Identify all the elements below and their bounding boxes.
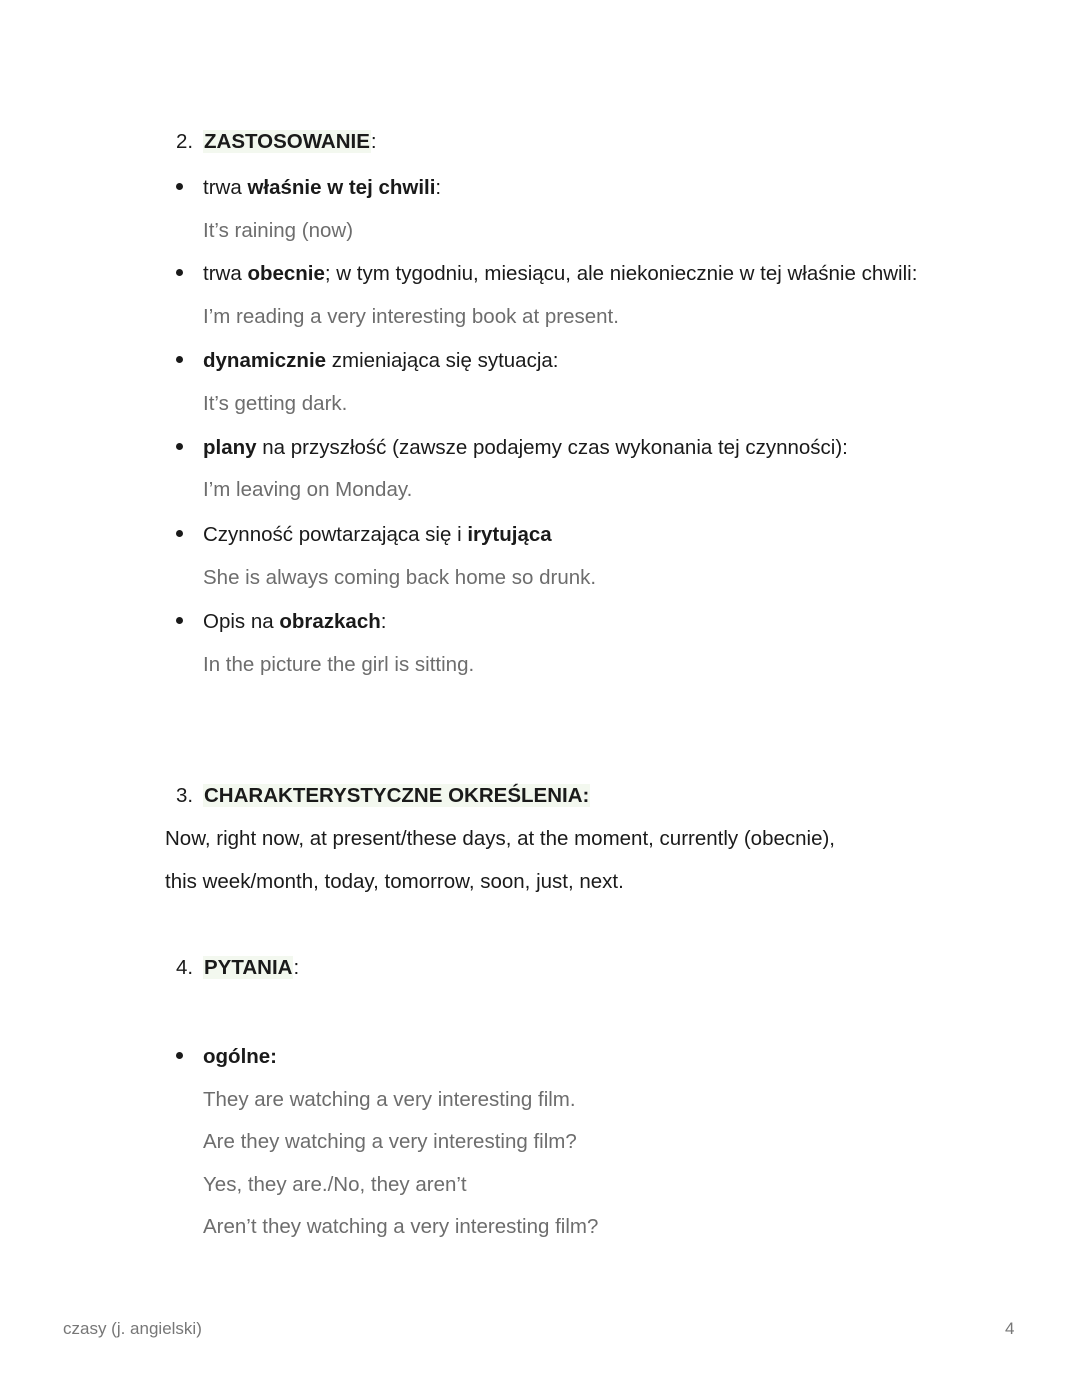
list-item: trwa obecnie; w tym tygodniu, miesiącu, ale niekoniecznie w tej właśnie chwili: [176, 262, 917, 286]
example-sentence: I’m reading a very interesting book at present. [203, 305, 619, 328]
section-number: 3. [176, 784, 194, 807]
example-sentence: They are watching a very interesting film. [203, 1088, 576, 1111]
example-sentence: It’s raining (now) [203, 219, 354, 242]
section-4-heading: 4. PYTANIA: [176, 956, 300, 979]
section-3-heading [176, 784, 590, 808]
bullet-icon [176, 269, 183, 276]
bullet-icon [176, 1052, 183, 1059]
bullet-icon [176, 617, 183, 624]
section-2-heading: 2. ZASTOSOWANIE: [176, 130, 377, 153]
section-number: 2. [176, 130, 194, 153]
list-item: dynamicznie zmieniająca się sytuacja: [176, 349, 558, 373]
paragraph-line: this week/month, today, tomorrow, soon, just, next. [165, 870, 624, 893]
section-title: CHARAKTERYSTYCZNE OKREŚLENIA: [204, 784, 590, 807]
list-item: trwa właśnie w tej chwili: [176, 176, 441, 200]
example-sentence: Are they watching a very interesting film? [203, 1130, 577, 1153]
example-sentence: Aren’t they watching a very interesting film? [203, 1215, 599, 1238]
example-sentence: Yes, they are./No, they aren’t [203, 1173, 467, 1196]
section-title: ZASTOSOWANIE [204, 130, 370, 153]
bullet-icon [176, 356, 183, 363]
example-sentence: I’m leaving on Monday. [203, 478, 413, 501]
footer-title: czasy (j. angielski) [63, 1319, 202, 1338]
section-number: 4. [176, 956, 194, 979]
example-sentence: It’s getting dark. [203, 392, 348, 415]
paragraph-line: Now, right now, at present/these days, at the moment, currently (obecnie), [165, 827, 836, 850]
page-number: 4 [1005, 1319, 1015, 1338]
bullet-icon [176, 530, 183, 537]
bullet-icon [176, 183, 183, 190]
example-sentence: In the picture the girl is sitting. [203, 653, 475, 676]
section-title: PYTANIA [204, 956, 293, 979]
list-item: Czynność powtarzająca się i irytująca [176, 523, 552, 547]
list-item: ogólne: [176, 1045, 277, 1069]
list-item: plany na przyszłość (zawsze podajemy czas wykonania tej czynności): [176, 436, 848, 460]
example-sentence: She is always coming back home so drunk. [203, 566, 597, 589]
list-item: Opis na obrazkach: [176, 610, 386, 634]
bullet-icon [176, 443, 183, 450]
